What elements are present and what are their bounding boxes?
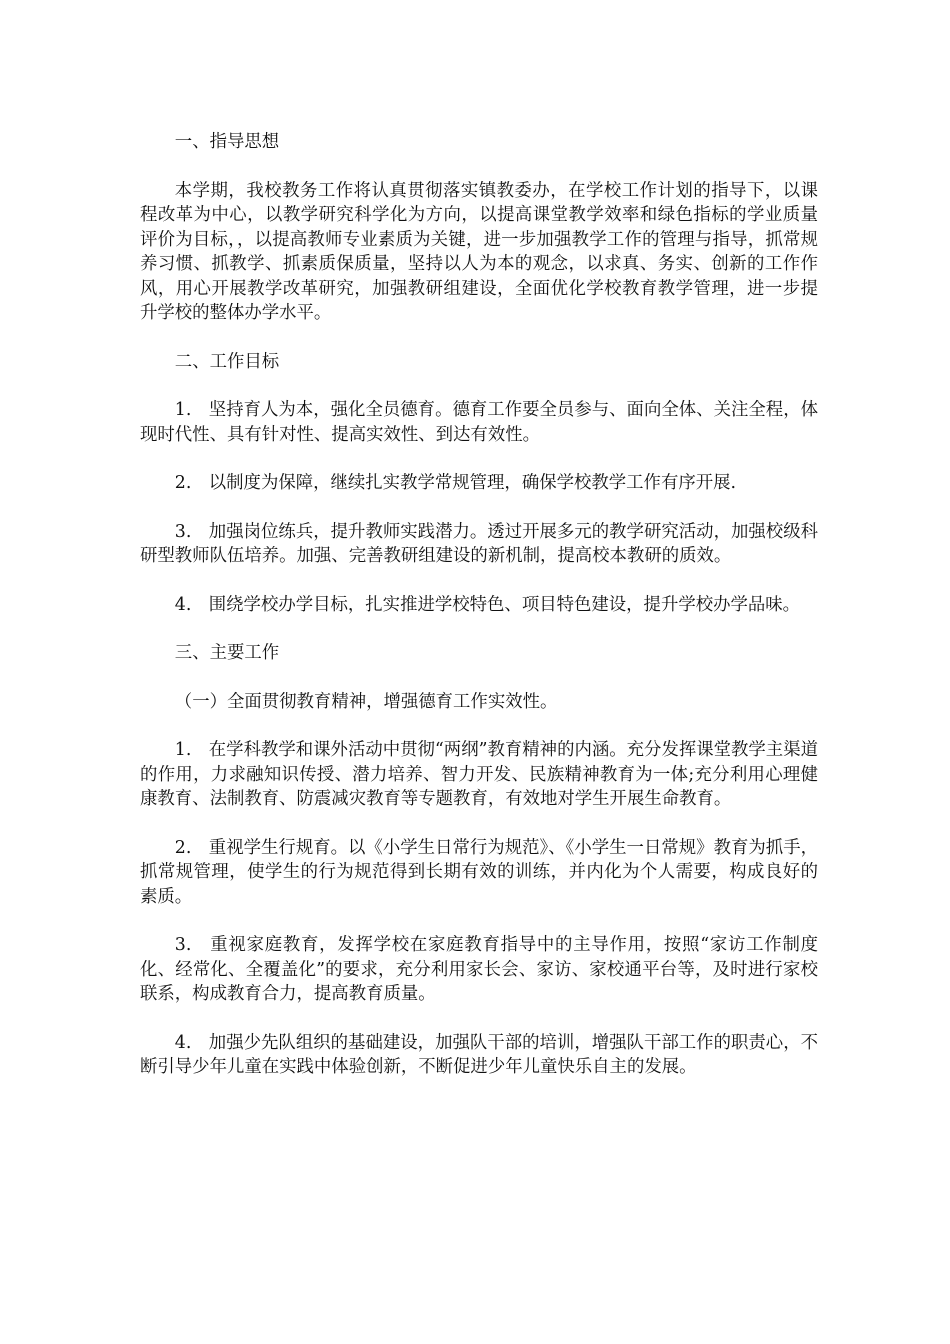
goal-item-3: 3. 加强岗位练兵，提升教师实践潜力。透过开展多元的教学研究活动，加强校级科研型教师队伍培养。加强、完善教研组建设的新机制，提高校本教研的质效。 <box>140 521 818 566</box>
goal-item-1: 1. 坚持育人为本，强化全员德育。德育工作要全员参与、面向全体、关注全程，体现时代性、具有针对性、提高实效性、到达有效性。 <box>140 400 818 445</box>
section-heading-guiding-ideology: 一、指导思想 <box>174 132 280 152</box>
paragraph-guiding-ideology: 本学期，我校教务工作将认真贯彻落实镇教委办，在学校工作计划的指导下，以课程改革为中心，以教学研究科学化为方向，以提高课堂教学效率和绿色指标的学业质量评价为目标，，以提高教师专业素质为关键，进一步加强教学工作的管理与指导，抓常规养习惯、抓教学、抓素质保质量，坚持以人为本的观念，以求真、务实、创新的工作作风，用心开展教学改革研究，加强教研组建设，全面优化学校教育教学管理，进一步提升学校的整体办学水平。 <box>140 180 818 323</box>
work-item-4: 4. 加强少先队组织的基础建设，加强队干部的培训，增强队干部工作的职责心，不断引导少年儿童在实践中体验创新，不断促进少年儿童快乐自主的发展。 <box>140 1032 818 1077</box>
goal-item-2: 2. 以制度为保障，继续扎实教学常规管理，确保学校教学工作有序开展. <box>174 473 737 493</box>
document-page <box>140 130 818 1104</box>
work-item-2: 2. 重视学生行规育。以《小学生日常行为规范》、《小学生一日常规》教育为抓手，抓常规管理，使学生的行为规范得到长期有效的训练，并内化为个人需要，构成良好的素质。 <box>140 837 818 907</box>
section-heading-main-work: 三、主要工作 <box>174 643 280 663</box>
subsection-heading-moral-education: （一）全面贯彻教育精神，增强德育工作实效性。 <box>174 691 558 712</box>
goal-item-4: 4. 围绕学校办学目标，扎实推进学校特色、项目特色建设，提升学校办学品味。 <box>174 594 801 615</box>
work-item-1: 1. 在学科教学和课外活动中贯彻“两纲”教育精神的内涵。充分发挥课堂教学主渠道的作用，力求融知识传授、潜力培养、智力开发、民族精神教育为一体;充分利用心理健康教育、法制教育、防震减灾教育等专题教育，有效地对学生开展生命教育。 <box>140 740 818 809</box>
work-item-3: 3. 重视家庭教育，发挥学校在家庭教育指导中的主导作用，按照“家访工作制度化、经常化、全覆盖化”的要求，充分利用家长会、家访、家校通平台等，及时进行家校联系，构成教育合力，提高教育质量。 <box>140 935 818 1004</box>
section-heading-work-goals: 二、工作目标 <box>174 351 280 372</box>
